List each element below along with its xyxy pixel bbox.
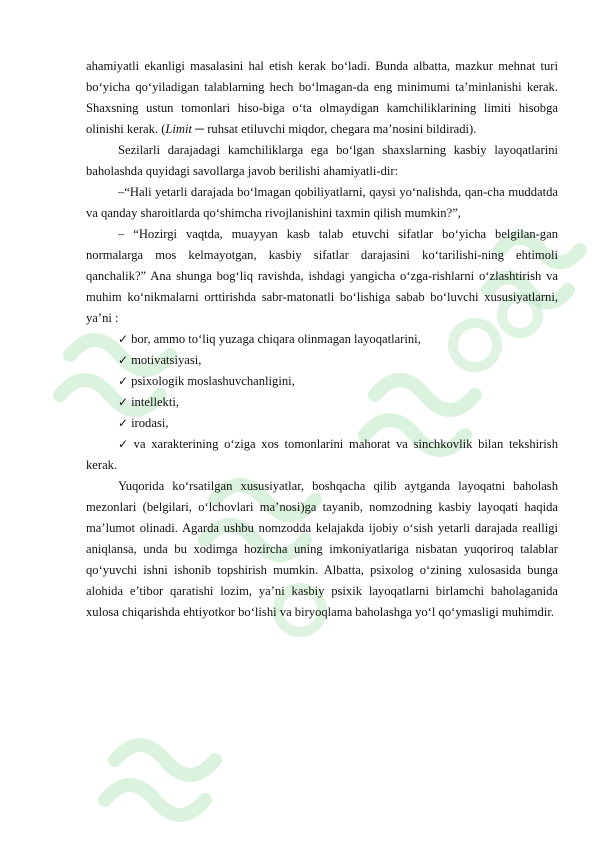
check-icon: ✓ xyxy=(118,437,131,451)
check-icon: ✓ xyxy=(118,416,129,430)
list-item: ✓ va xarakterining o‘ziga xos tomonlarini mahorat va sinchkovlik bilan tekshirish kerak. xyxy=(86,437,558,472)
list-item: ✓ intellekti, xyxy=(118,395,179,409)
list-item: ✓ bor, ammo to‘liq yuzaga chiqara olinmagan layoqatlarini, xyxy=(118,332,421,346)
paragraph-questions-intro: Sezilarli darajadagi kamchiliklarga ega bo‘lgan shaxslarning kasbiy layoqatlarini baholashda quyidagi savollarga javob berilishi ahamiyatli-dir: xyxy=(86,143,558,178)
check-icon: ✓ xyxy=(118,374,129,388)
list-item: ✓ motivatsiyasi, xyxy=(118,353,202,367)
paragraph-text: ─ ruhsat etiluvchi miqdor, chegara ma’nosini bildiradi). xyxy=(192,122,477,136)
check-icon: ✓ xyxy=(118,395,129,409)
check-icon: ✓ xyxy=(118,353,129,367)
italic-term: Limit xyxy=(165,122,193,136)
checklist xyxy=(86,329,558,476)
paragraph-question-1: –“Hali yetarli darajada bo‘lmagan qobiliyatlarni, qaysi yo‘nalishda, qan-cha muddatda va qanday sharoitlarda qo‘shimcha rivojlanishini taxmin qilish mumkin?”, xyxy=(86,185,558,220)
paragraph-text: ahamiyatli ekanligi masalasini hal etish kerak bo‘ladi. Bunda albatta, mazkur mehnat turi bo‘yicha qo‘yiladigan talablarning hech bo‘lmagan-da eng minimumi ta’minlanishi kerak. Shaxsning ustun tomonlari hiso-biga o‘ta olmaydigan kamchiliklarining limiti hisobga olinishi kerak. ( xyxy=(86,59,558,136)
paragraph-limit xyxy=(86,56,558,140)
list-item: ✓ irodasi, xyxy=(118,416,169,430)
paragraph-question-2: – “Hozirgi vaqtda, muayyan kasb talab etuvchi sifatlar bo‘yicha belgilan-gan normalarga mos kelmayotgan, kasbiy sifatlar darajasini ko‘tarilishi-ning ehtimoli qanchalik?” Ana shunga bog‘liq ravishda, ishdagi yangicha o‘zga-rishlarni o‘zlashtirish va muhim ko‘nikmalarni orttirishda sabr-matonatli bo‘lishiga sabab bo‘luvchi xususiyatlarni, ya’ni : xyxy=(86,227,558,325)
check-icon: ✓ xyxy=(118,332,129,346)
document-page xyxy=(86,56,558,623)
list-item: ✓ psixologik moslashuvchanligini, xyxy=(118,374,295,388)
paragraph-conclusion: Yuqorida ko‘rsatilgan xususiyatlar, boshqacha qilib aytganda layoqatni baholash mezonlari (belgilari, o‘lchovlari ma’nosi)ga tayanib, nomzodning kasbiy layoqati haqida ma’lumot olinadi. Agarda ushbu nomzodda kelajakda ijobiy o‘sish yetarli darajada realligi aniqlansa, unda bu xodimga hozircha uning imkoniyatlariga nisbatan yuqoriroq talablar qo‘yuvchi ishni ishonib topshirish mumkin. Albatta, psixolog o‘zining xulosasida bunga alohida e’tibor qaratishi lozim, ya’ni kasbiy psixik layoqatlarni birlamchi baholaganida xulosa chiqarishda ehtiyotkor bo‘lishi va biryoqlama baholashga yo‘l qo‘ymasligi muhimdir. xyxy=(86,479,558,619)
